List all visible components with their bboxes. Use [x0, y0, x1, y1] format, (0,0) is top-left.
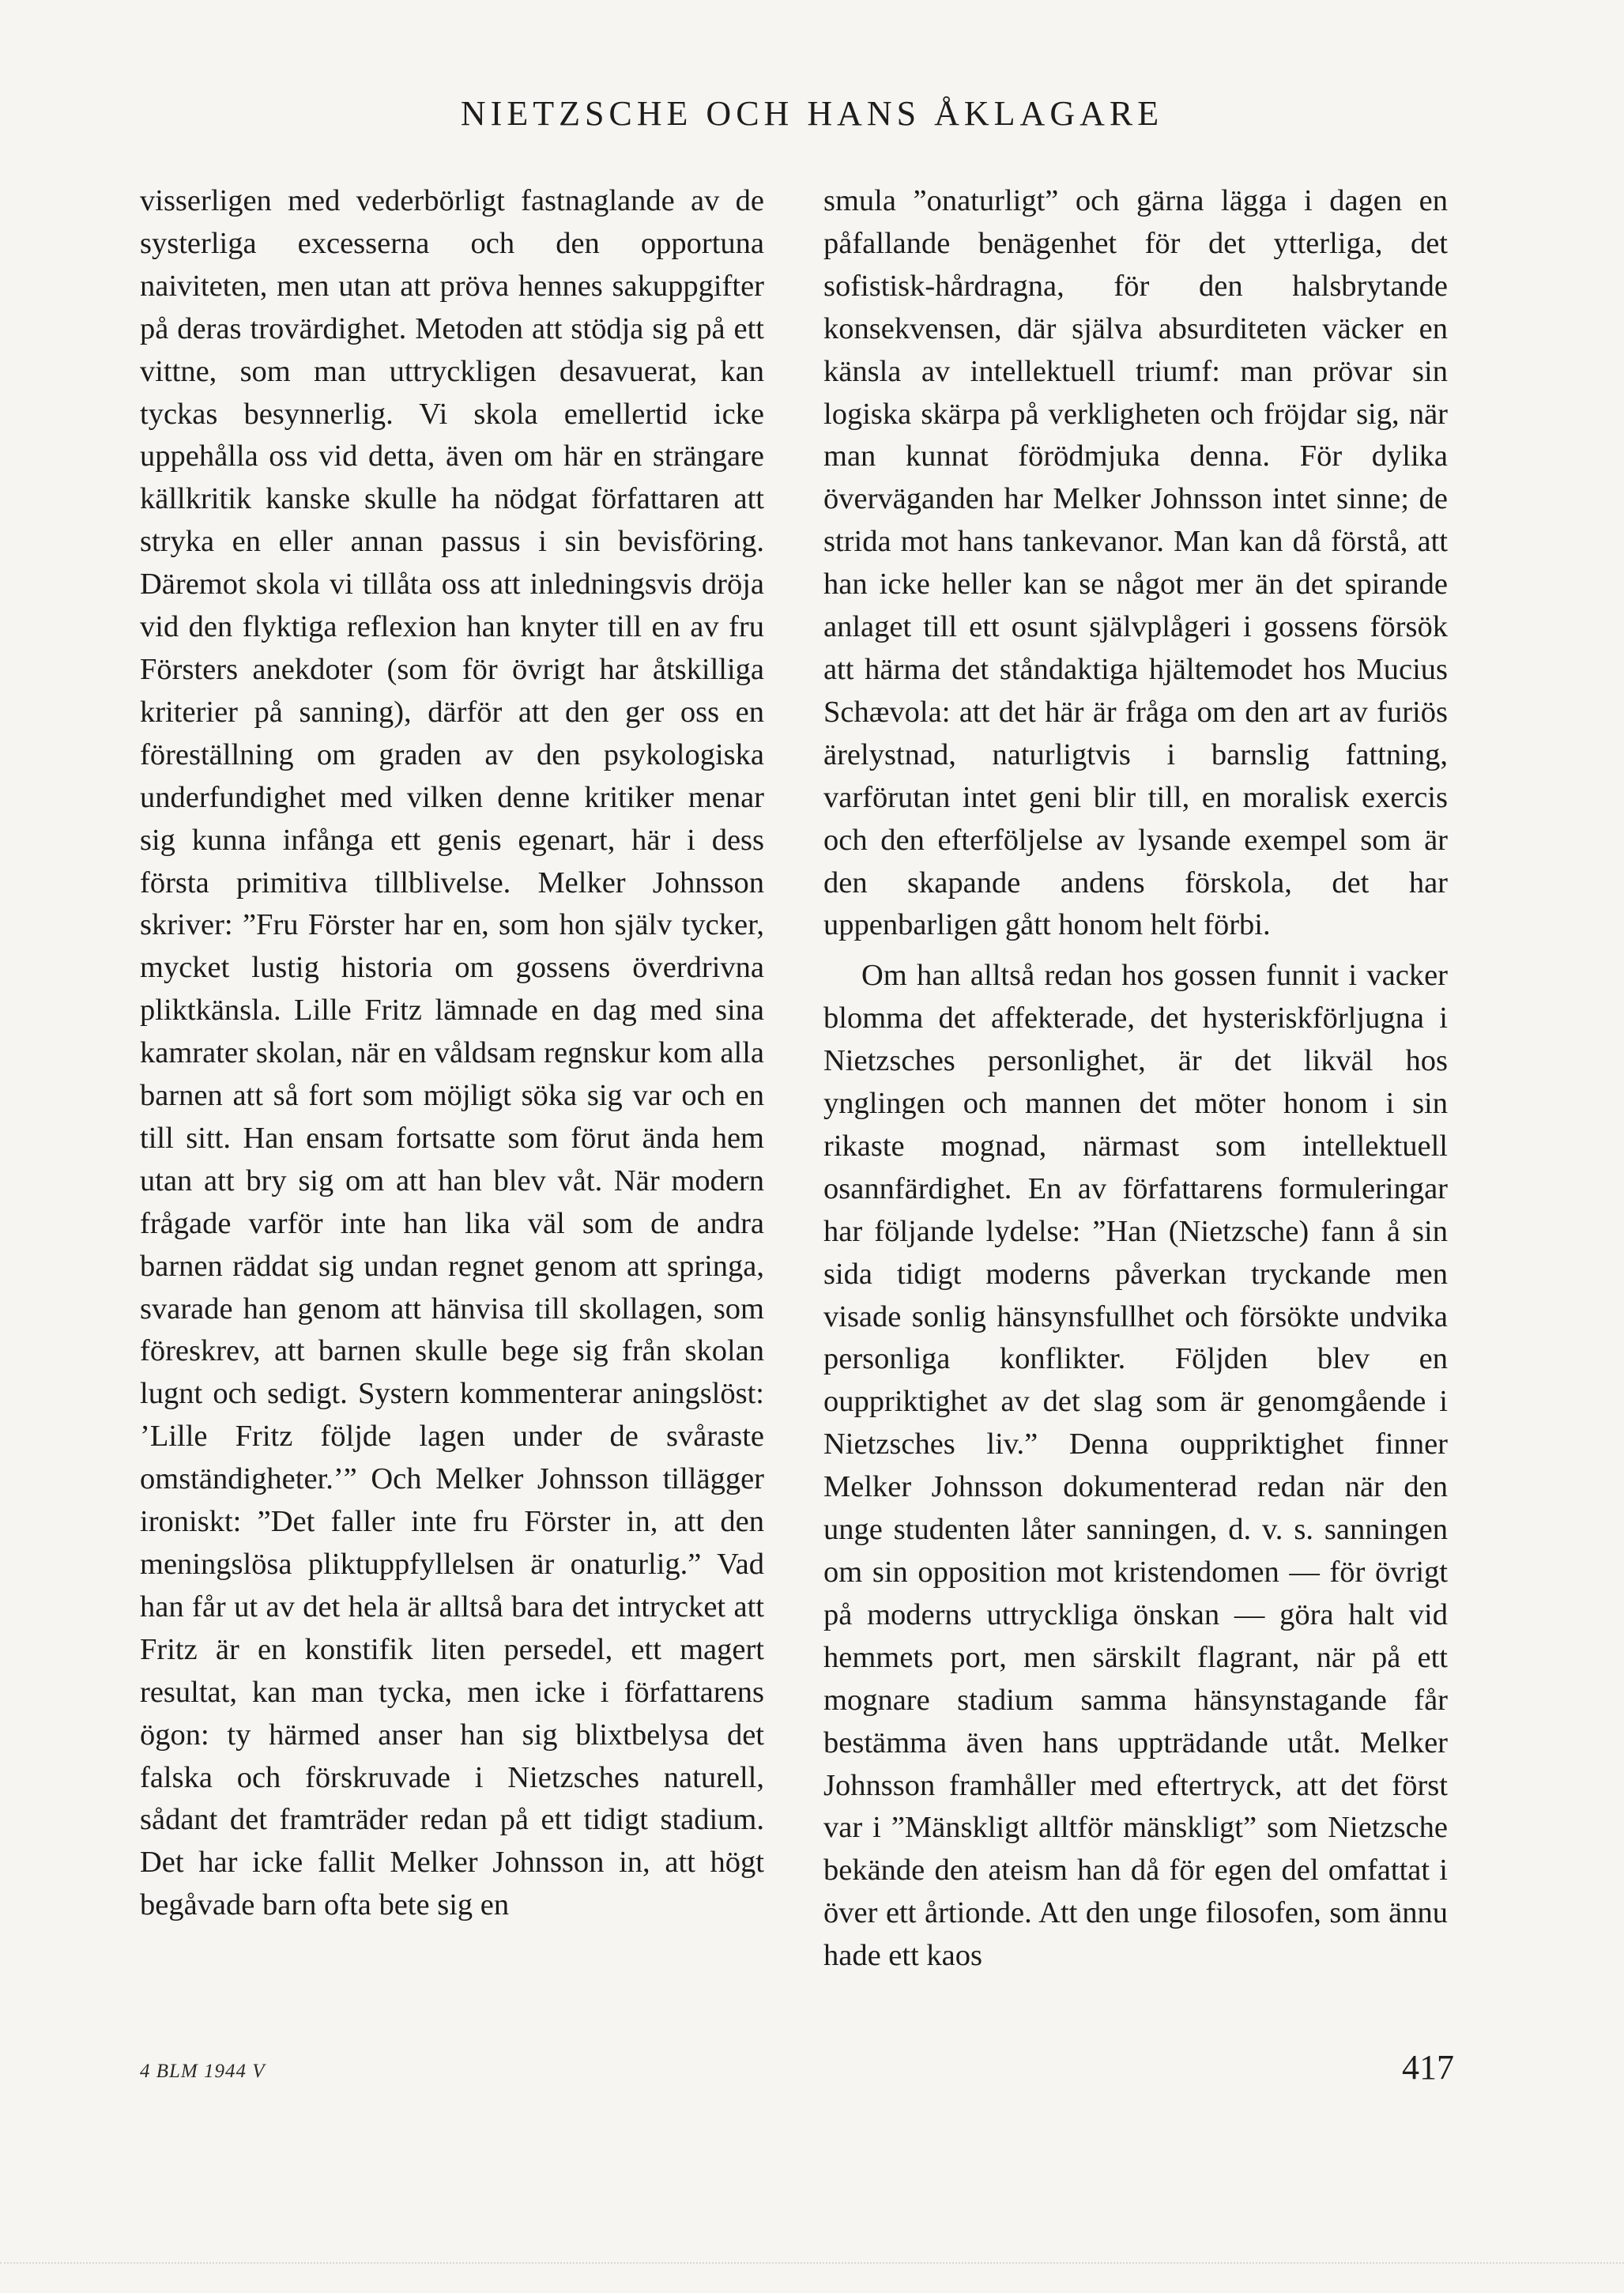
- running-head: NIETZSCHE OCH HANS ÅKLAGARE: [460, 94, 1164, 133]
- left-column: [140, 180, 764, 1927]
- right-paragraph-1: smula ”onaturligt” och gärna lägga i dagen en påfallande benägenhet för det ytterliga, det sofistisk-hårdragna, för den halsbrytande konsekvensen, där själva absurditeten väcker en känsla av intellektuell triumf: man prövar sin logiska skärpa på verkligheten och fröjdar sig, när man kunnat förödmjuka denna. För dylika överväganden har Melker Johnsson intet sinne; de strida mot hans tankevanor. Man kan då förstå, att han icke heller kan se något mer än det spirande anlaget till ett osunt självplågeri i gossens försök att härma det ståndaktiga hjältemodet hos Mucius Schævola: att det här är fråga om den art av furiös ärelystnad, naturligtvis i barnslig fattning, varförutan intet geni blir till, en moralisk exercis och den efterföljelse av lysande exempel som är den skapande andens förskola, det har uppenbarligen gått honom helt förbi.: [823, 184, 1448, 942]
- left-paragraph-1: visserligen med vederbörligt fastnaglande av de systerliga excesserna och den opportuna naiviteten, men utan att pröva hennes sakuppgifter på deras trovärdighet. Metoden att stödja sig på ett vittne, som man uttryckligen desavuerat, kan tyckas besynnerlig. Vi skola emellertid icke uppehålla oss vid detta, även om här en strängare källkritik kanske skulle ha nödgat författaren att stryka en eller annan passus i sin bevisföring. Däremot skola vi tillåta oss att inledningsvis dröja vid den flyktiga reflexion han knyter till en av fru Försters anekdoter (som för övrigt har åtskilliga kriterier på sanning), därför att den ger oss en föreställning om graden av den psykologiska underfundighet med vilken denne kritiker menar sig kunna infånga ett genis egenart, här i dess första primitiva tillblivelse. Melker Johnsson skriver: ”Fru Förster har en, som hon själv tycker, mycket lustig historia om gossens överdrivna pliktkänsla. Lille Fritz lämnade en dag med sina kamrater skolan, när en våldsam regnskur kom alla barnen att så fort som möjligt söka sig var och en till sitt. Han ensam fortsatte som förut ända hem utan att bry sig om att han blev våt. När modern frågade varför inte han lika väl som de andra barnen räddat sig undan regnet genom att springa, svarade han genom att hänvisa till skollagen, som föreskrev, att barnen skulle bege sig från skolan lugnt och sedigt. Systern kommenterar aningslöst: ’Lille Fritz följde lagen under de svåraste omständigheter.’” Och Melker Johnsson tillägger ironiskt: ”Det faller inte fru Förster in, att den meningslösa pliktuppfyllelsen är onaturlig.” Vad han får ut av det hela är alltså bara det intrycket att Fritz är en konstifik liten persedel, ett magert resultat, kan man tycka, men icke i författarens ögon: ty härmed anser han sig blixtbelysa det falska och förskruvade i Nietzsches naturell, sådant det framträder redan på ett tidigt stadium. Det har icke fallit Melker Johnsson in, att högt begåvade barn ofta bete sig en: [140, 184, 764, 1922]
- signature-mark: 4 BLM 1944 V: [140, 2061, 266, 2082]
- bottom-edge-divider: [0, 2262, 1624, 2265]
- page-number: 417: [1402, 2048, 1454, 2087]
- right-paragraph-2: Om han alltså redan hos gossen funnit i vacker blomma det affekterade, det hysteriskförljugna i Nietzsches personlighet, är det likväl hos ynglingen och mannen det möter honom i sin rikaste mognad, närmast som intellektuell osannfärdighet. En av författarens formuleringar har följande lydelse: ”Han (Nietzsche) fann å sin sida tidigt moderns påverkan tryckande men visade sonlig hänsynsfullhet och försökte undvika personliga konflikter. Följden blev en ouppriktighet av det slag som är genomgående i Nietzsches liv.” Denna ouppriktighet finner Melker Johnsson dokumenterad redan när den unge studenten låter sanningen, d. v. s. sanningen om sin opposition mot kristendomen — för övrigt på moderns uttryckliga önskan — göra halt vid hemmets port, men särskilt flagrant, när på ett mognare stadium samma hänsynstagande får bestämma även hans uppträdande utåt. Melker Johnsson framhåller med eftertryck, att det först var i ”Mänskligt alltför mänskligt” som Nietzsche bekände den ateism han då för egen del omfattat i över ett årtionde. Att den unge filosofen, som ännu hade ett kaos: [823, 959, 1448, 1973]
- right-column: [823, 180, 1448, 1978]
